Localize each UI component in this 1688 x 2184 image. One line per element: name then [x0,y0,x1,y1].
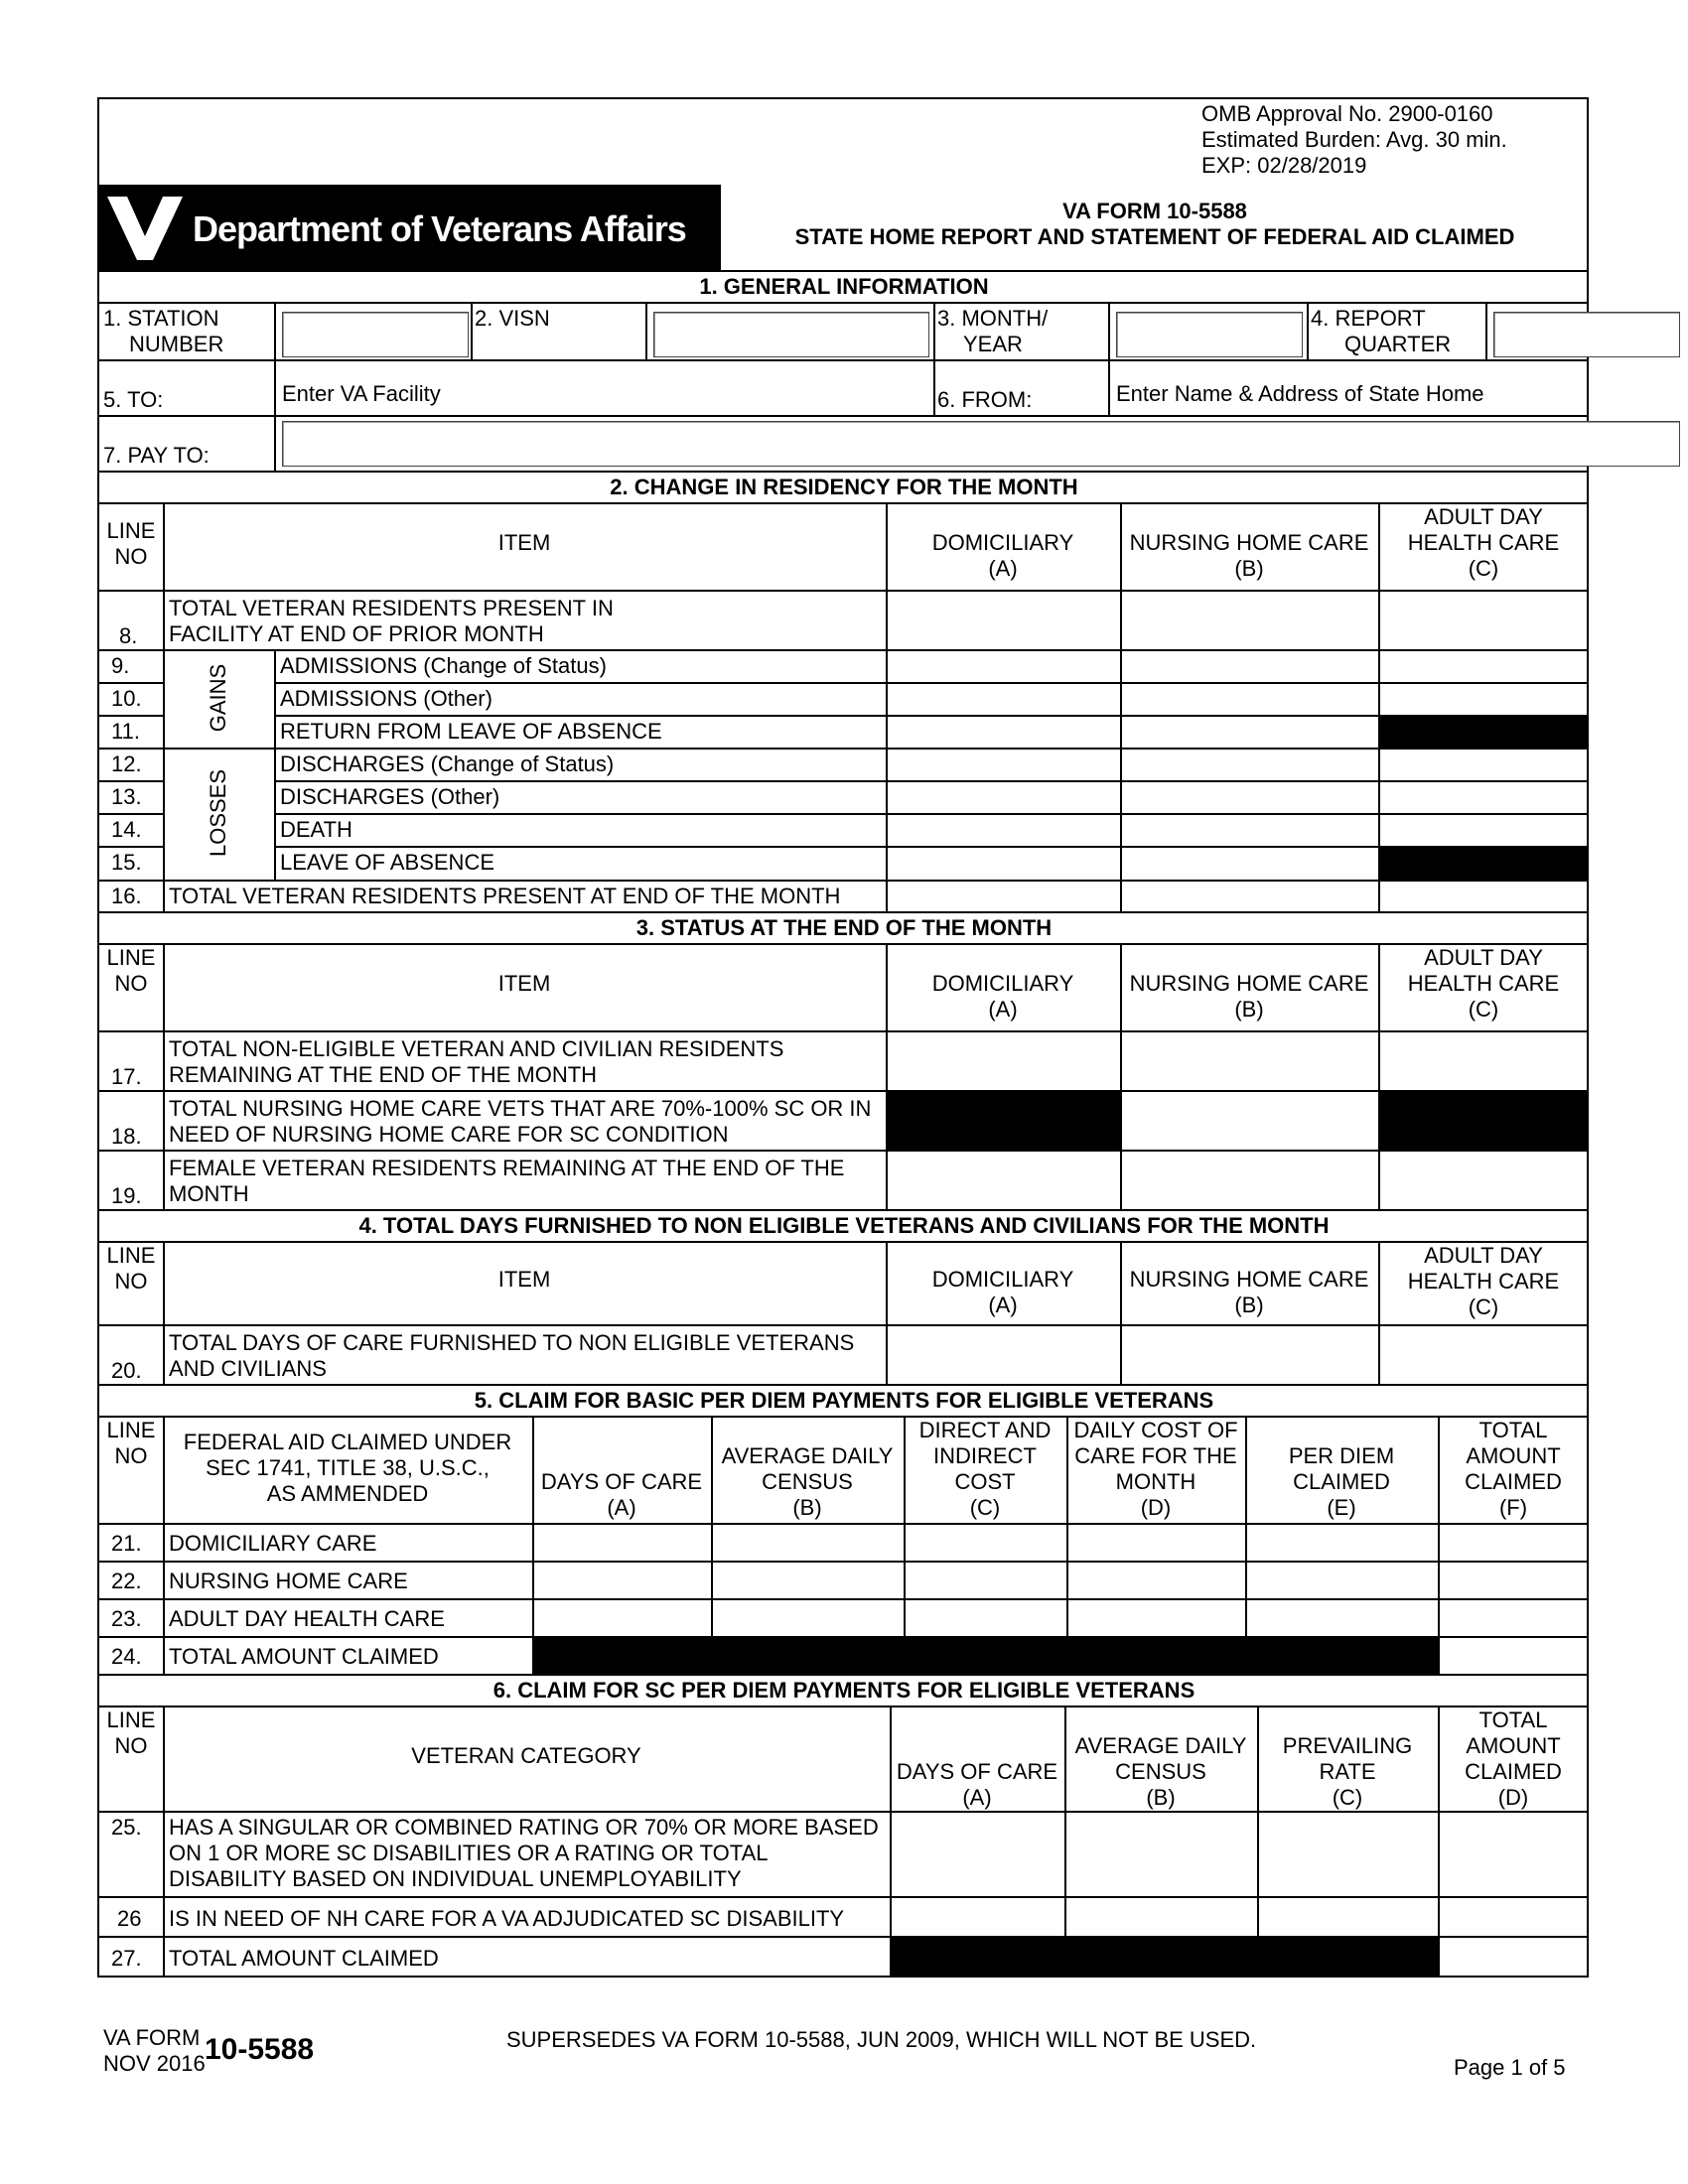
line-no: 21. [111,1531,142,1556]
item-header: ITEM [497,530,551,555]
section-2-header [99,502,1589,590]
line-no-header: LINE NO [106,945,156,996]
line-item: IS IN NEED OF NH CARE FOR A VA ADJUDICATED SC DISABILITY [169,1906,845,1931]
section-5-header [99,1416,1589,1523]
line-no: 9. [111,653,130,678]
line-item: ADMISSIONS (Change of Status) [280,653,607,678]
va-form-10-5588 [97,97,1589,1978]
line-item: DEATH [280,817,352,842]
line-25-row [99,1811,1589,1896]
line-17-row [99,1030,1589,1090]
days-of-care-header: DAYS OF CARE (A) [896,1759,1058,1810]
agency-name: Department of Veterans Affairs [193,208,686,249]
adhc-header: ADULT DAY HEALTH CARE (C) [1407,945,1560,1022]
line-no: 18. [111,1124,142,1149]
line-no: 15. [111,850,142,875]
avg-daily-census-header: AVERAGE DAILY CENSUS (B) [721,1443,894,1520]
line-item: DOMICILIARY CARE [169,1531,377,1556]
from-input[interactable]: Enter Name & Address of State Home [1116,381,1484,406]
line-item: TOTAL NON-ELIGIBLE VETERAN AND CIVILIAN RESIDENTS REMAINING AT THE END OF THE MONTH [169,1036,784,1087]
line-item: TOTAL VETERAN RESIDENTS PRESENT IN FACILITY AT END OF PRIOR MONTH [169,596,614,646]
line-26-row [99,1896,1589,1936]
report-quarter-label: 4. REPORT QUARTER [1311,306,1452,356]
section-5-title: 5. CLAIM FOR BASIC PER DIEM PAYMENTS FOR ELIGIBLE VETERANS [99,1384,1589,1416]
line-23-row [99,1598,1589,1636]
line-no: 25. [111,1815,142,1840]
pay-to-label: 7. PAY TO: [103,443,210,468]
footer-form-number: 10-5588 [205,2033,315,2066]
line-item: TOTAL DAYS OF CARE FURNISHED TO NON ELIGIBLE VETERANS AND CIVILIANS [169,1330,855,1381]
domiciliary-header: DOMICILIARY (A) [931,1267,1074,1317]
line-no: 14. [111,817,142,842]
section-4-title: 4. TOTAL DAYS FURNISHED TO NON ELIGIBLE VETERANS AND CIVILIANS FOR THE MONTH [99,1209,1589,1241]
section-1-title: 1. GENERAL INFORMATION [99,270,1589,302]
omb-exp: EXP: 02/28/2019 [1201,153,1367,178]
form-number: VA FORM 10-5588 [1062,199,1247,223]
footer-page-number: Page 1 of 5 [1454,2055,1566,2080]
station-number-input[interactable] [282,312,469,357]
blocked-cell [1380,848,1589,882]
line-no: 13. [111,784,142,809]
adhc-header: ADULT DAY HEALTH CARE (C) [1407,1243,1560,1319]
item-header: ITEM [497,1267,551,1292]
station-number-label: 1. STATION NUMBER [103,306,224,356]
line-19-row [99,1150,1589,1209]
footer-form-id: VA FORM NOV 2016 [103,2025,206,2076]
line-item: TOTAL AMOUNT CLAIMED [169,1644,439,1669]
section-6-header [99,1706,1589,1811]
va-seal-icon [103,189,187,264]
visn-input[interactable] [653,312,929,357]
line-27-row [99,1936,1589,1978]
gains-losses-block [99,649,1589,880]
line-no: 11. [111,719,140,744]
pay-to-input[interactable] [282,421,1680,467]
month-year-label: 3. MONTH/ YEAR [937,306,1049,356]
line-no: 22. [111,1569,142,1593]
omb-approval: OMB Approval No. 2900-0160 [1201,101,1493,126]
item-header: ITEM [497,971,551,996]
line-no: 23. [111,1606,142,1631]
line-8-row [99,590,1589,649]
footer-supersedes: SUPERSEDES VA FORM 10-5588, JUN 2009, WHICH WILL NOT BE USED. [506,2027,1257,2052]
veteran-category-header: VETERAN CATEGORY [411,1743,641,1768]
blocked-cell [1380,717,1589,748]
line-no: 10. [111,686,142,711]
line-no-header: LINE NO [106,1707,156,1758]
to-label: 5. TO: [103,387,164,412]
line-item: TOTAL AMOUNT CLAIMED [169,1946,439,1971]
general-info-row-2 [99,359,1589,415]
line-no: 12. [111,751,142,776]
losses-label: LOSSES [206,768,230,858]
omb-burden: Estimated Burden: Avg. 30 min. [1201,127,1507,152]
visn-label: 2. VISN [475,306,550,331]
to-input[interactable]: Enter VA Facility [282,381,441,406]
form-title-block [723,199,1587,250]
section-2-title: 2. CHANGE IN RESIDENCY FOR THE MONTH [99,471,1589,502]
adhc-header: ADULT DAY HEALTH CARE (C) [1407,504,1560,581]
line-no: 24. [111,1644,142,1669]
line-item: LEAVE OF ABSENCE [280,850,495,875]
line-22-row [99,1561,1589,1598]
general-info-row-3 [99,415,1589,471]
line-item: ADULT DAY HEALTH CARE [169,1606,445,1631]
gains-label: GAINS [206,663,230,733]
line-18-row [99,1090,1589,1150]
prevailing-rate-header: PREVAILING RATE (C) [1282,1733,1413,1810]
general-info-row-1 [99,302,1589,359]
line-item: NURSING HOME CARE [169,1569,408,1593]
line-no: 8. [119,623,138,648]
line-item: DISCHARGES (Change of Status) [280,751,615,776]
line-item: RETURN FROM LEAVE OF ABSENCE [280,719,662,744]
line-no: 16. [111,884,142,908]
line-no: 27. [111,1946,142,1971]
line-no: 19. [111,1183,142,1208]
avg-daily-census-header: AVERAGE DAILY CENSUS (B) [1074,1733,1247,1810]
header-band [99,185,1589,270]
month-year-input[interactable] [1116,312,1303,357]
nursing-home-header: NURSING HOME CARE (B) [1129,530,1369,581]
daily-cost-header: DAILY COST OF CARE FOR THE MONTH (D) [1073,1418,1238,1520]
blocked-cell [890,1938,1440,1978]
va-logo-banner [99,185,721,270]
blocked-cell [887,1092,1121,1150]
total-amount-header: TOTAL AMOUNT CLAIMED (F) [1465,1418,1562,1520]
nursing-home-header: NURSING HOME CARE (B) [1129,971,1369,1022]
domiciliary-header: DOMICILIARY (A) [931,971,1074,1022]
line-21-row [99,1523,1589,1561]
from-label: 6. FROM: [937,387,1033,412]
line-item: TOTAL VETERAN RESIDENTS PRESENT AT END OF THE MONTH [169,884,841,908]
per-diem-claimed-header: PER DIEM CLAIMED (E) [1288,1443,1395,1520]
line-item: ADMISSIONS (Other) [280,686,492,711]
federal-aid-header: FEDERAL AID CLAIMED UNDER SEC 1741, TITLE 38, U.S.C., AS AMMENDED [183,1430,512,1506]
nursing-home-header: NURSING HOME CARE (B) [1129,1267,1369,1317]
line-20-row [99,1324,1589,1384]
blocked-cell [1379,1092,1589,1150]
section-3-header [99,943,1589,1030]
section-4-header [99,1241,1589,1324]
line-no: 20. [111,1358,142,1383]
line-item: HAS A SINGULAR OR COMBINED RATING OR 70% OR MORE BASED ON 1 OR MORE SC DISABILITIES OR A RATING OR TOTAL DISABILITY BASED ON INDIVIDUAL UNEMPLOYABILITY [169,1815,879,1891]
domiciliary-header: DOMICILIARY (A) [931,530,1074,581]
days-of-care-header: DAYS OF CARE (A) [540,1469,703,1520]
line-no-header: LINE NO [106,1243,156,1294]
total-amount-header: TOTAL AMOUNT CLAIMED (D) [1465,1707,1562,1810]
line-no-header: LINE NO [106,1418,156,1468]
report-quarter-input[interactable] [1493,312,1680,357]
omb-block [1201,101,1579,179]
line-24-row [99,1636,1589,1674]
line-item: DISCHARGES (Other) [280,784,500,809]
section-3-title: 3. STATUS AT THE END OF THE MONTH [99,911,1589,943]
line-no: 26 [117,1906,142,1931]
direct-indirect-cost-header: DIRECT AND INDIRECT COST (C) [918,1418,1052,1520]
form-title: STATE HOME REPORT AND STATEMENT OF FEDERAL AID CLAIMED [794,224,1515,249]
line-item: FEMALE VETERAN RESIDENTS REMAINING AT THE END OF THE MONTH [169,1156,845,1206]
line-16-row [99,880,1589,911]
section-6-title: 6. CLAIM FOR SC PER DIEM PAYMENTS FOR ELIGIBLE VETERANS [99,1674,1589,1706]
blocked-cell [532,1638,1440,1674]
line-no: 17. [111,1064,142,1089]
line-item: TOTAL NURSING HOME CARE VETS THAT ARE 70%-100% SC OR IN NEED OF NURSING HOME CARE FOR SC CONDITION [169,1096,872,1147]
line-no-header: LINE NO [106,518,156,569]
